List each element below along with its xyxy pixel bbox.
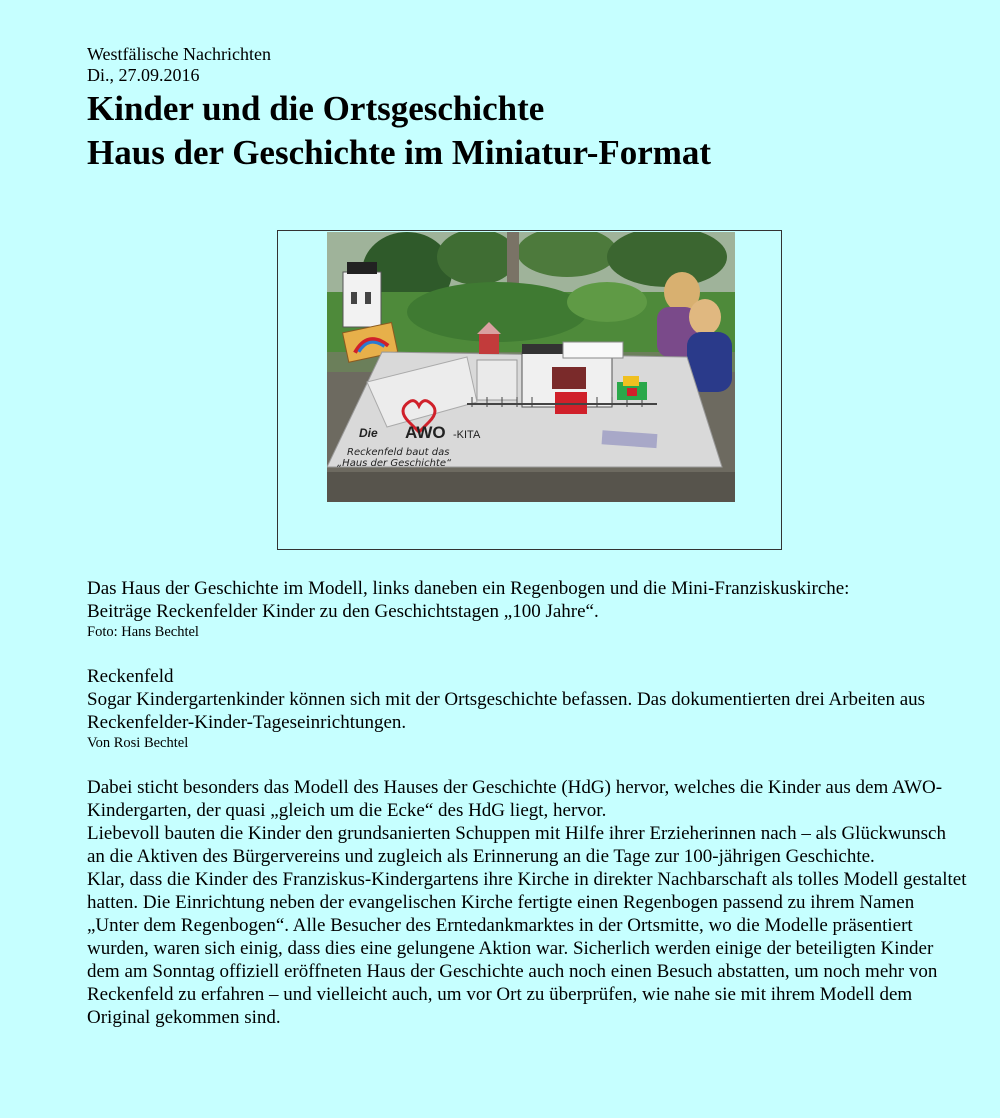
sign-kita: -KITA [453, 429, 481, 441]
photo-credit: Foto: Hans Bechtel [87, 624, 199, 640]
sign-line-3: „Haus der Geschichte“ [337, 458, 452, 469]
caption-line-2: Beiträge Reckenfelder Kinder zu den Geschichtstagen „100 Jahre“. [87, 601, 599, 622]
body-paragraph-1: Dabei sticht besonders das Modell des Hauses der Geschichte (HdG) hervor, welches die Kinder aus dem AWO-Kindergarten, der quasi „gleich um die Ecke“ des HdG liegt, hervor. [87, 777, 943, 821]
photo-caption [87, 577, 967, 641]
sign-line-2: Reckenfeld baut das [347, 447, 450, 458]
newspaper-name: Westfälische Nachrichten [87, 44, 271, 64]
headline-line-1: Kinder und die Ortsgeschichte [87, 89, 545, 128]
article-photo [327, 232, 735, 502]
article-body [87, 776, 967, 1029]
sign-awo: AWO [405, 423, 446, 442]
body-paragraph-3: Klar, dass die Kinder des Franziskus-Kindergartens ihre Kirche in direkter Nachbarschaft als tolles Modell gestaltet hatten. Die Einrichtung neben der evangelischen Kirche fertigte einen Regenbogen passend zu ihrem Namen „Unter dem Regenbogen“. Alle Besucher des Erntedankmarktes in der Ortsmitte, wo die Modelle präsentiert wurden, waren sich einig, dass dies eine gelungene Aktion war. Sicherlich werden einige der beteiligten Kinder dem am Sonntag offiziell eröffneten Haus der Geschichte auch noch einen Besuch abstatten, um noch mehr von Reckenfeld zu erfahren – und vielleicht auch, um vor Ort zu überprüfen, wie nahe sie mit ihrem Modell dem Original gekommen sind. [87, 869, 967, 1028]
lead-text: Sogar Kindergartenkinder können sich mit der Ortsgeschichte befassen. Das dokumentierten drei Arbeiten aus Reckenfelder-Kinder-Tageseinrichtungen. [87, 689, 926, 733]
author-byline: Von Rosi Bechtel [87, 735, 189, 751]
caption-line-1: Das Haus der Geschichte im Modell, links daneben ein Regenbogen und die Mini-Franziskuskirche: [87, 578, 850, 599]
dateline-place: Reckenfeld [87, 666, 174, 687]
sign-die: Die [359, 426, 378, 440]
article-lead [87, 665, 967, 752]
headline-line-2: Haus der Geschichte im Miniatur-Format [87, 133, 712, 172]
photo-frame [277, 230, 782, 550]
model-photo-illustration [327, 232, 735, 502]
publication-date: Di., 27.09.2016 [87, 65, 200, 85]
body-paragraph-2: Liebevoll bauten die Kinder den grundsanierten Schuppen mit Hilfe ihrer Erzieherinnen nach – als Glückwunsch an die Aktiven des Bürgervereins und zugleich als Erinnerung an die Tage zur 100-jährigen Geschichte. [87, 823, 946, 867]
article-header [87, 44, 967, 174]
